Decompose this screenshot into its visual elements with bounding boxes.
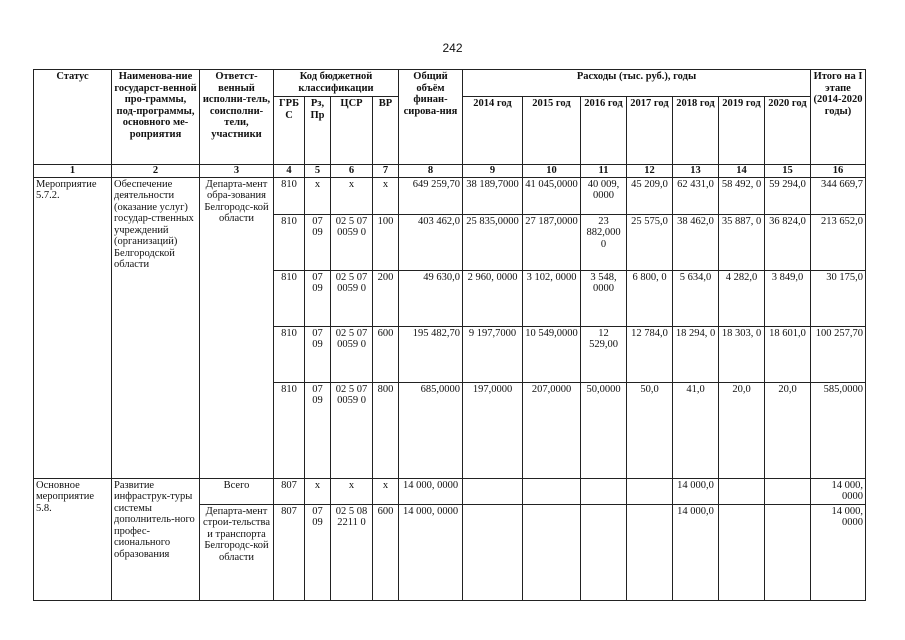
col-number: 13 — [673, 165, 719, 178]
row-responsible: Департа-мент обра-зования Белгородс-кой области — [200, 177, 274, 478]
header-budget-code: Код бюджетной классификации — [274, 70, 399, 97]
cell-2020 — [765, 478, 811, 504]
cell-total: 649 259,70 — [399, 177, 463, 214]
cell-2019 — [719, 504, 765, 600]
row-name: Обеспечение деятельности (оказание услуг) государ-ственных учреждений (организаций) Белгородской области — [112, 177, 200, 478]
cell-2016: 12 529,00 — [581, 326, 627, 382]
cell-2015: 41 045,0000 — [523, 177, 581, 214]
cell-2015: 27 187,0000 — [523, 214, 581, 270]
cell-2014: 197,0000 — [463, 382, 523, 478]
header-itogo: Итого на I этапе (2014-2020 годы) — [811, 70, 866, 165]
col-number: 4 — [274, 165, 305, 178]
col-number: 1 — [34, 165, 112, 178]
header-status: Статус — [34, 70, 112, 165]
cell-2017: 12 784,0 — [627, 326, 673, 382]
cell-vr: х — [373, 478, 399, 504]
cell-2018: 14 000,0 — [673, 478, 719, 504]
cell-2018: 5 634,0 — [673, 270, 719, 326]
cell-2017: 50,0 — [627, 382, 673, 478]
cell-itogo: 585,0000 — [811, 382, 866, 478]
cell-2014: 25 835,0000 — [463, 214, 523, 270]
cell-2014 — [463, 478, 523, 504]
cell-vr: 600 — [373, 326, 399, 382]
cell-grbs: 810 — [274, 270, 305, 326]
cell-2017: 25 575,0 — [627, 214, 673, 270]
cell-total: 49 630,0 — [399, 270, 463, 326]
cell-grbs: 810 — [274, 326, 305, 382]
header-expenses: Расходы (тыс. руб.), годы — [463, 70, 811, 97]
cell-2019: 18 303, 0 — [719, 326, 765, 382]
cell-rzpr: 07 09 — [305, 382, 331, 478]
cell-2014: 38 189,7000 — [463, 177, 523, 214]
cell-rzpr: х — [305, 177, 331, 214]
cell-csr: 02 5 07 0059 0 — [331, 270, 373, 326]
cell-2016: 3 548, 0000 — [581, 270, 627, 326]
cell-2019 — [719, 478, 765, 504]
cell-2017 — [627, 504, 673, 600]
cell-2016 — [581, 478, 627, 504]
cell-2016 — [581, 504, 627, 600]
cell-2016: 23 882,000 0 — [581, 214, 627, 270]
cell-rzpr: 07 09 — [305, 504, 331, 600]
header-row-1 — [34, 70, 866, 97]
col-number: 8 — [399, 165, 463, 178]
cell-2016: 40 009, 0000 — [581, 177, 627, 214]
cell-csr: 02 5 07 0059 0 — [331, 214, 373, 270]
cell-csr: 02 5 07 0059 0 — [331, 382, 373, 478]
cell-itogo: 30 175,0 — [811, 270, 866, 326]
header-name: Наименова-ние государст-венной про-граммы, под-программы, основного ме-роприятия — [112, 70, 200, 165]
row-status: Основное мероприятие 5.8. — [34, 478, 112, 600]
page-number: 242 — [442, 41, 463, 55]
col-number: 7 — [373, 165, 399, 178]
header-2014: 2014 год — [463, 97, 523, 165]
col-number: 15 — [765, 165, 811, 178]
col-number: 2 — [112, 165, 200, 178]
header-vr: ВР — [373, 97, 399, 165]
table-row — [34, 478, 866, 504]
header-2016: 2016 год — [581, 97, 627, 165]
cell-rzpr: 07 09 — [305, 270, 331, 326]
cell-itogo: 100 257,70 — [811, 326, 866, 382]
cell-2014 — [463, 504, 523, 600]
cell-2019: 4 282,0 — [719, 270, 765, 326]
cell-total: 685,0000 — [399, 382, 463, 478]
col-number: 3 — [200, 165, 274, 178]
cell-2020: 3 849,0 — [765, 270, 811, 326]
cell-total: 403 462,0 — [399, 214, 463, 270]
cell-2019: 35 887, 0 — [719, 214, 765, 270]
header-2018: 2018 год — [673, 97, 719, 165]
cell-2019: 20,0 — [719, 382, 765, 478]
cell-2020: 59 294,0 — [765, 177, 811, 214]
cell-2018: 18 294, 0 — [673, 326, 719, 382]
cell-total: 14 000, 0000 — [399, 478, 463, 504]
col-number: 5 — [305, 165, 331, 178]
cell-rzpr: 07 09 — [305, 214, 331, 270]
row-responsible: Департа-мент строи-тельства и транспорта Белгородс-кой области — [200, 504, 274, 600]
cell-itogo: 213 652,0 — [811, 214, 866, 270]
row-responsible: Всего — [200, 478, 274, 504]
cell-total: 195 482,70 — [399, 326, 463, 382]
cell-2014: 2 960, 0000 — [463, 270, 523, 326]
header-2017: 2017 год — [627, 97, 673, 165]
cell-rzpr: х — [305, 478, 331, 504]
cell-2017: 45 209,0 — [627, 177, 673, 214]
cell-2015 — [523, 504, 581, 600]
header-2019: 2019 год — [719, 97, 765, 165]
cell-2015: 207,0000 — [523, 382, 581, 478]
cell-vr: х — [373, 177, 399, 214]
col-number: 12 — [627, 165, 673, 178]
cell-2018: 38 462,0 — [673, 214, 719, 270]
col-number: 14 — [719, 165, 765, 178]
cell-2020 — [765, 504, 811, 600]
cell-vr: 800 — [373, 382, 399, 478]
cell-grbs: 810 — [274, 382, 305, 478]
cell-2020: 36 824,0 — [765, 214, 811, 270]
header-grbs: ГРБ С — [274, 97, 305, 165]
cell-2017: 6 800, 0 — [627, 270, 673, 326]
col-number: 9 — [463, 165, 523, 178]
column-number-row — [34, 165, 866, 178]
cell-vr: 200 — [373, 270, 399, 326]
cell-grbs: 810 — [274, 177, 305, 214]
row-name: Развитие инфраструк-туры системы дополнитель-ного профес-сионального образования — [112, 478, 200, 600]
cell-2018: 62 431,0 — [673, 177, 719, 214]
row-status: Мероприятие 5.7.2. — [34, 177, 112, 478]
cell-total: 14 000, 0000 — [399, 504, 463, 600]
col-number: 10 — [523, 165, 581, 178]
cell-rzpr: 07 09 — [305, 326, 331, 382]
cell-itogo: 14 000, 0000 — [811, 478, 866, 504]
header-2015: 2015 год — [523, 97, 581, 165]
cell-2017 — [627, 478, 673, 504]
cell-csr: 02 5 07 0059 0 — [331, 326, 373, 382]
cell-grbs: 807 — [274, 504, 305, 600]
col-number: 11 — [581, 165, 627, 178]
cell-itogo: 344 669,7 — [811, 177, 866, 214]
cell-2015: 3 102, 0000 — [523, 270, 581, 326]
cell-csr: х — [331, 177, 373, 214]
header-2020: 2020 год — [765, 97, 811, 165]
cell-2018: 41,0 — [673, 382, 719, 478]
cell-grbs: 807 — [274, 478, 305, 504]
cell-itogo: 14 000, 0000 — [811, 504, 866, 600]
cell-2015 — [523, 478, 581, 504]
cell-2015: 10 549,0000 — [523, 326, 581, 382]
cell-vr: 600 — [373, 504, 399, 600]
cell-grbs: 810 — [274, 214, 305, 270]
header-rzpr: Рз, Пр — [305, 97, 331, 165]
cell-2019: 58 492, 0 — [719, 177, 765, 214]
header-csr: ЦСР — [331, 97, 373, 165]
header-total: Общий объём финан-сирова-ния — [399, 70, 463, 165]
col-number: 6 — [331, 165, 373, 178]
cell-vr: 100 — [373, 214, 399, 270]
col-number: 16 — [811, 165, 866, 178]
header-responsible: Ответст-венный исполни-тель, соисполни-тели, участники — [200, 70, 274, 165]
cell-csr: х — [331, 478, 373, 504]
cell-2018: 14 000,0 — [673, 504, 719, 600]
cell-2016: 50,0000 — [581, 382, 627, 478]
cell-2020: 20,0 — [765, 382, 811, 478]
cell-csr: 02 5 08 2211 0 — [331, 504, 373, 600]
budget-table — [33, 69, 866, 601]
table-row — [34, 177, 866, 214]
cell-2014: 9 197,7000 — [463, 326, 523, 382]
cell-2020: 18 601,0 — [765, 326, 811, 382]
